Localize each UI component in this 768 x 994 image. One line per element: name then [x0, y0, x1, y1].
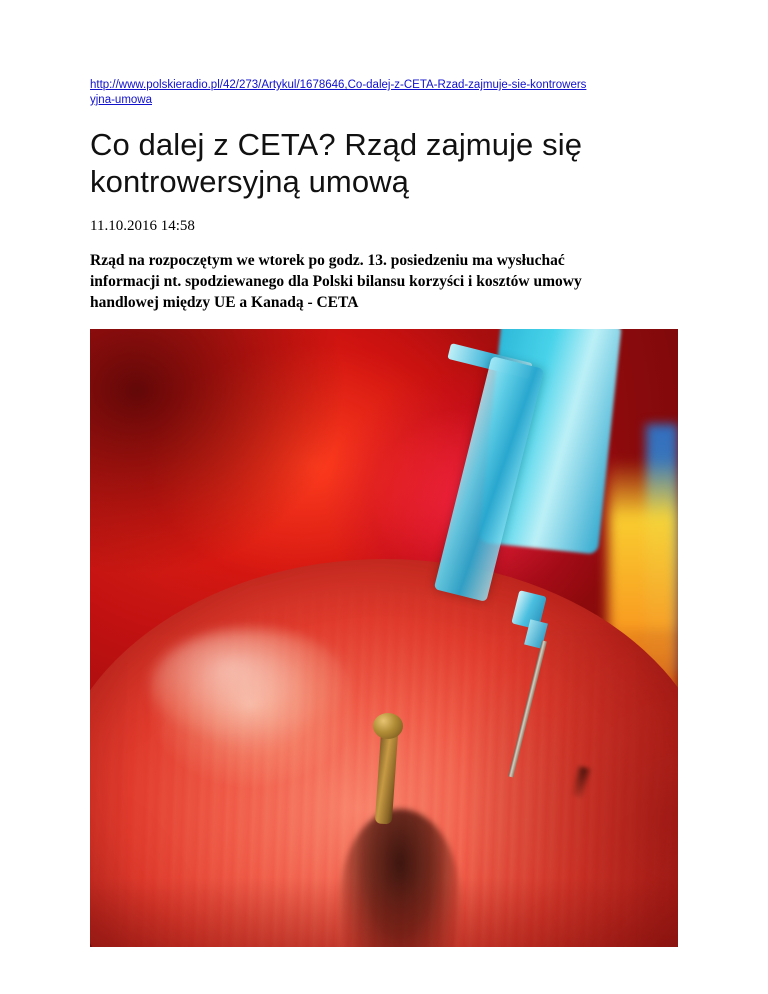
article-lead: Rząd na rozpoczętym we wtorek po godz. 13. posiedzeniu ma wysłuchać informacji nt. spodziewanego dla Polski bilansu korzyści i kosztów umowy handlowej między UE a Kanadą - CETA — [90, 252, 582, 311]
photo-bottom-fade — [90, 877, 678, 947]
page-title: Co dalej z CETA? Rząd zajmuje się kontrowersyjną umową — [90, 127, 583, 199]
apple-highlight — [150, 629, 350, 739]
apple-stem-knob — [373, 713, 403, 739]
article-photo — [90, 329, 678, 947]
publish-timestamp: 11.10.2016 14:58 — [90, 218, 195, 234]
source-url-link[interactable]: http://www.polskieradio.pl/42/273/Artykul/1678646,Co-dalej-z-CETA-Rzad-zajmuje-sie-kontrowersyjna-umowa — [90, 79, 587, 106]
